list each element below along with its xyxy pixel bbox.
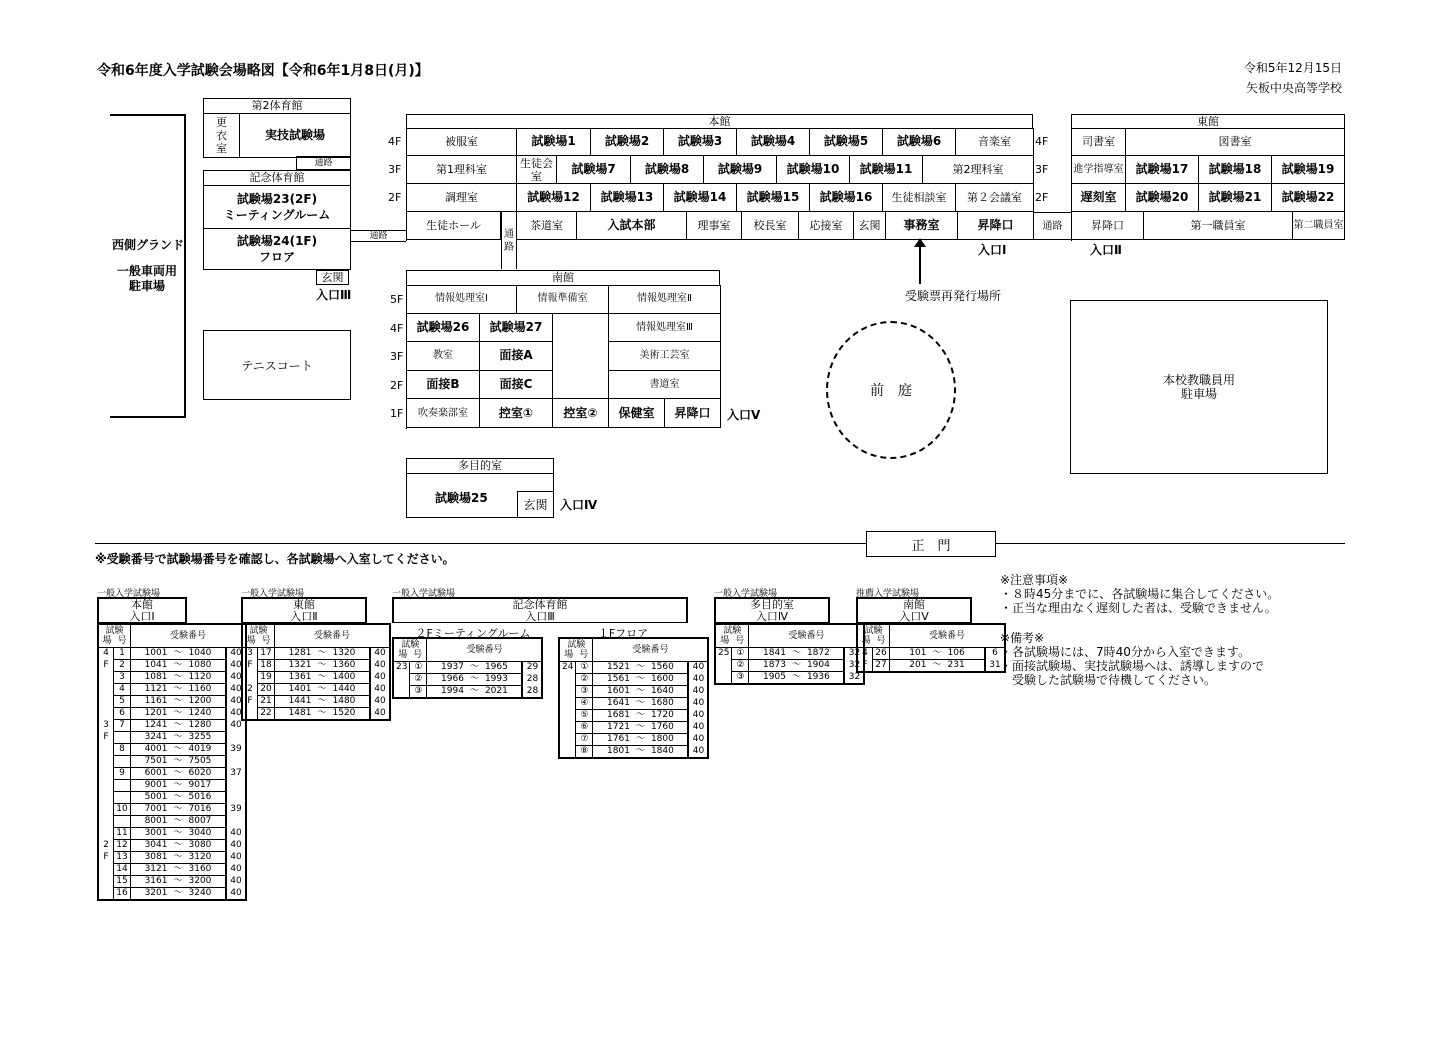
exam-room-26: 試験場26: [407, 314, 480, 343]
table-row: 4 26 101 ～ 106 6: [857, 648, 1005, 660]
minami-floor-4f: 4F: [390, 322, 404, 335]
table-row: 7501 ～ 7505: [98, 756, 246, 768]
reissue-label: 受験票再発行場所: [905, 289, 1002, 303]
honkan-row3-room-4: 試験場9: [704, 156, 777, 184]
parking-label: 一般車両用 駐車場: [116, 264, 177, 293]
honkan-row2-room-6: 生徒相談室: [883, 184, 956, 212]
honkan-row3-room-6: 試験場11: [850, 156, 923, 184]
table-row: ② 1873 ～ 1904 32: [715, 660, 864, 672]
minami-1f-room-1: 控室①: [480, 399, 553, 428]
table-higashi-building: 東館: [293, 598, 315, 611]
higashikan: [1071, 114, 1345, 129]
higashi-floor-3f: 3F: [1035, 163, 1049, 176]
higashi-row4-room-0: 司書室: [1072, 128, 1126, 156]
remarks-3: 受験した試験場で待機してください。: [1000, 673, 1217, 687]
memorial-gym: [203, 170, 351, 270]
gym2-title: 第2体育館: [204, 99, 350, 114]
honkan-floor-4f: 4F: [388, 135, 402, 148]
minami-floor-5f: 5F: [390, 293, 404, 306]
higashi-row3-room-1: 試験場17: [1126, 156, 1199, 184]
table-tamokuteki-building: 多目的室: [750, 598, 794, 611]
table-tamokuteki-entrance: 入口Ⅳ: [755, 610, 789, 623]
honkan-row2-room-4: 試験場15: [737, 184, 810, 212]
table-row: ③ 1905 ～ 1936 32: [715, 672, 864, 685]
honkan-row4-room-4: 試験場4: [737, 128, 810, 156]
honkan-row4-room-2: 試験場2: [591, 128, 664, 156]
minami-5f-room-0: 情報処理室Ⅰ: [407, 285, 517, 314]
honkan-row2-room-0: 調理室: [407, 184, 517, 212]
table-row: 8001 ～ 8007: [98, 816, 246, 828]
gym2-practical-exam: 実技試験場: [264, 128, 325, 142]
table-honkan-entrance: 入口Ⅰ: [129, 610, 155, 623]
table-tamokuteki-category: 一般入学試験場: [714, 589, 778, 599]
table-row: ② 1966 ～ 1993 28: [393, 674, 542, 686]
higashi-row4-room-1: 図書室: [1126, 128, 1345, 156]
higashi-row3-room-0: 進学指導室: [1072, 156, 1126, 184]
table-row: 22 1481 ～ 1520 40: [242, 708, 390, 721]
honkan-row4-room-1: 試験場1: [517, 128, 591, 156]
table-row: ④ 1641 ～ 1680 40: [559, 698, 708, 710]
honkan-row1-room-0: 生徒ホール: [407, 212, 501, 240]
table-row: F 2 1041 ～ 1080 40: [98, 660, 246, 672]
table-minami-body-col-number: 受験番号: [890, 624, 1006, 648]
table-memorial-2f: [392, 637, 543, 699]
table-higashi-header: [241, 597, 367, 623]
honkan-row3-room-1: 生徒会室: [517, 156, 557, 184]
table-row: F 3241 ～ 3255: [98, 732, 246, 744]
table-row: ⑧ 1801 ～ 1840 40: [559, 746, 708, 759]
higashi-row2-room-2: 試験場21: [1199, 184, 1272, 212]
honkan-floor-2f: 2F: [388, 191, 402, 204]
honkan-row4-room-3: 試験場3: [664, 128, 737, 156]
higashi-row2-room-1: 試験場20: [1126, 184, 1199, 212]
gym2: [203, 98, 351, 158]
table-row: 5001 ～ 5016: [98, 792, 246, 804]
honkan-row1-room-5: 応接室: [799, 212, 854, 240]
tamokuteki-title: 多目的室: [407, 459, 553, 474]
higashi-floor-2f: 2F: [1035, 191, 1049, 204]
honkan-row1-room-7: 事務室: [886, 212, 958, 240]
table-row: 3 7 1241 ～ 1280 40: [98, 720, 246, 732]
table-higashi-body-col-room: 試験 場 号: [242, 624, 275, 648]
honkan-row2-room-5: 試験場16: [810, 184, 883, 212]
caution-1: ・８時45分までに、各試験場に集合してください。: [1000, 587, 1280, 601]
minami-4f-info3: 情報処理室Ⅲ: [609, 314, 721, 343]
gym2-passage: [296, 156, 351, 170]
table-higashi-entrance: 入口Ⅱ: [290, 610, 318, 623]
table-row: ⑦ 1761 ～ 1800 40: [559, 734, 708, 746]
memorial-entrance: [316, 270, 349, 285]
honkan-row2-room-7: 第２会議室: [956, 184, 1034, 212]
minami-2f-calligraphy: 書道室: [609, 371, 721, 400]
table-row: F 21 1441 ～ 1480 40: [242, 696, 390, 708]
entrance-3-label: 入口Ⅲ: [316, 288, 352, 302]
divider-line: [95, 543, 1345, 544]
table-higashi-body-col-number: 受験番号: [275, 624, 391, 648]
honkan-passage: 通 路: [501, 212, 517, 269]
west-ground-label: 西側グランド: [112, 238, 185, 252]
memorial-entrance-label: 玄関: [321, 271, 344, 284]
table-row: ② 1561 ～ 1600 40: [559, 674, 708, 686]
higashi-row3-room-3: 試験場19: [1272, 156, 1345, 184]
caution-heading: ※注意事項※: [1000, 573, 1069, 587]
page-title: 令和6年度入学試験会場略図【令和6年1月8日(月)】: [97, 63, 429, 79]
issue-date: 令和5年12月15日: [1243, 61, 1342, 75]
table-row: 15 3161 ～ 3200 40: [98, 876, 246, 888]
arrow-head-icon: [914, 238, 926, 247]
higashi-row3-room-2: 試験場18: [1199, 156, 1272, 184]
minami-1f-room-0: 吹奏楽部室: [407, 399, 480, 428]
table-memorial-2f-col-number: 受験番号: [427, 638, 543, 662]
table-memorial-1f-col-number: 受験番号: [593, 638, 709, 662]
higashi-row1-room-2: 第一職員室: [1144, 212, 1293, 240]
entrance-2-label: 入口Ⅱ: [1090, 243, 1122, 257]
honkan-floor-3f: 3F: [388, 163, 402, 176]
table-row: 5 1161 ～ 1200 40: [98, 696, 246, 708]
higashikan-title: 東館: [1197, 115, 1219, 128]
minami-1f-room-2: 控室②: [553, 399, 609, 428]
minami-grid: [406, 285, 721, 429]
minami-3f-classroom: 教室: [407, 342, 480, 371]
front-garden: [826, 321, 956, 459]
honkan-title: 本館: [708, 115, 731, 128]
honkan-row4-room-6: 試験場6: [883, 128, 956, 156]
honkan-row1-room-1: 茶道室: [517, 212, 577, 240]
instruction-text: ※受験番号で試験場番号を確認し、各試験場へ入室してください。: [95, 552, 455, 566]
entrance-5-label: 入口Ⅴ: [727, 408, 761, 422]
honkan-row3-room-5: 試験場10: [777, 156, 850, 184]
honkan-row4-room-7: 音楽室: [956, 128, 1034, 156]
table-memorial-2f-col-room: 試験 場 号: [393, 638, 427, 662]
table-memorial-sub1: ２Fミーティングルーム: [415, 627, 531, 640]
honkan-row3-room-0: 第1理科室: [407, 156, 517, 184]
remarks-2: ・面接試験場、実技試験場へは、誘導しますので: [1000, 659, 1265, 673]
tennis-court-label: テニスコート: [241, 358, 313, 373]
table-row: 10 7001 ～ 7016 39: [98, 804, 246, 816]
gym2-dressing-room: 更 衣 室: [204, 114, 240, 157]
higashi-row1-room-1: 昇降口: [1072, 212, 1144, 240]
minami-5f-room-2: 情報処理室Ⅱ: [609, 285, 721, 314]
tamokuteki-room: [406, 458, 554, 518]
interview-c: 面接C: [480, 371, 553, 400]
table-row: 4 1121 ～ 1160 40: [98, 684, 246, 696]
exam-room-27: 試験場27: [480, 314, 553, 343]
entrance-4-label: 入口Ⅳ: [560, 498, 598, 512]
main-gate: [866, 531, 996, 557]
honkan-row3-room-7: 第2理科室: [923, 156, 1034, 184]
table-honkan-body: [97, 623, 247, 901]
table-tamokuteki-body: [714, 623, 865, 685]
table-row: 11 3001 ～ 3040 40: [98, 828, 246, 840]
school-name: 矢板中央高等学校: [1245, 81, 1342, 95]
table-memorial-entrance: 入口Ⅲ: [525, 610, 555, 623]
honkan-row1-room-6: 玄関: [854, 212, 886, 240]
minami-1f-room-3: 保健室: [609, 399, 665, 428]
table-minami-building: 南館: [903, 598, 925, 611]
table-row: ⑥ 1721 ～ 1760 40: [559, 722, 708, 734]
interview-b: 面接B: [407, 371, 480, 400]
higashi-passage: 通路: [1034, 212, 1072, 240]
table-row: 23 ① 1937 ～ 1965 29: [393, 662, 542, 674]
table-row: 24 ① 1521 ～ 1560 40: [559, 662, 708, 674]
table-row: 6 1201 ～ 1240 40: [98, 708, 246, 720]
table-row: ③ 1994 ～ 2021 28: [393, 686, 542, 699]
remarks-heading: ※備考※: [1000, 631, 1045, 645]
minami-3f-art: 美術工芸室: [609, 342, 721, 371]
staff-parking-label: 本校教職員用 駐車場: [1162, 373, 1235, 401]
honkan-row4-room-5: 試験場5: [810, 128, 883, 156]
honkan-row3-room-3: 試験場8: [631, 156, 704, 184]
memorial-gym-title: 記念体育館: [204, 171, 350, 186]
honkan-row1-room-4: 校長室: [742, 212, 799, 240]
table-minami-body: [856, 623, 1006, 673]
main-gate-label: 正 門: [911, 538, 951, 554]
honkan-row2-room-3: 試験場14: [664, 184, 737, 212]
higashi-row1-room-3: 第二職員室: [1293, 212, 1345, 240]
table-honkan-building: 本館: [131, 598, 153, 611]
minami-blank-column: [553, 314, 609, 400]
table-row: 4 1 1001 ～ 1040 40: [98, 648, 246, 660]
table-higashi-body: [241, 623, 391, 721]
higashi-row2-room-0: 遅刻室: [1072, 184, 1126, 212]
honkan-row1-room-8: 昇降口: [958, 212, 1034, 240]
notes: [1000, 573, 1279, 687]
table-row: 3 1081 ～ 1120 40: [98, 672, 246, 684]
honkan-row3-room-2: 試験場7: [557, 156, 631, 184]
table-row: ③ 1601 ～ 1640 40: [559, 686, 708, 698]
staff-parking: [1070, 300, 1328, 474]
table-memorial-1f: [558, 637, 709, 759]
table-row: F 27 201 ～ 231 31: [857, 660, 1005, 673]
table-row: 2 20 1401 ～ 1440 40: [242, 684, 390, 696]
table-row: 9001 ～ 9017: [98, 780, 246, 792]
header-date-school: [1200, 58, 1342, 98]
honkan-row1-room-2: 入試本部: [577, 212, 687, 240]
table-row: 14 3121 ～ 3160 40: [98, 864, 246, 876]
tennis-court: [203, 330, 351, 400]
higashi-floor-4f: 4F: [1035, 135, 1049, 148]
tamokuteki-entrance-label: 玄関: [523, 498, 548, 512]
honkan-row1-room-3: 理事室: [687, 212, 742, 240]
table-row: F 13 3081 ～ 3120 40: [98, 852, 246, 864]
minami-floor-3f: 3F: [390, 350, 404, 363]
honkan: [406, 114, 1033, 129]
entrance-1-label: 入口Ⅰ: [978, 243, 1007, 257]
table-honkan-category: 一般入学試験場: [97, 589, 161, 599]
table-row: 9 6001 ～ 6020 37: [98, 768, 246, 780]
gym2-passage-label: 通路: [314, 158, 333, 168]
table-memorial-header: [392, 597, 688, 623]
table-tamokuteki-body-col-number: 受験番号: [749, 624, 865, 648]
table-row: ⑤ 1681 ～ 1720 40: [559, 710, 708, 722]
table-minami-body-col-room: 試験 場 号: [857, 624, 890, 648]
minamikan: [406, 270, 720, 286]
remarks-1: ・各試験場には、7時40分から入室できます。: [1000, 645, 1250, 659]
minami-floor-2f: 2F: [390, 379, 404, 392]
table-honkan-body-col-number: 受験番号: [131, 624, 247, 648]
table-tamokuteki-body-col-room: 試験 場 号: [715, 624, 749, 648]
table-row: 8 4001 ～ 4019 39: [98, 744, 246, 756]
table-honkan-body-col-room: 試験 場 号: [98, 624, 131, 648]
exam-room-23: 試験場23(2F) ミーティングルーム: [204, 186, 350, 229]
honkan-row4-room-0: 被服室: [407, 128, 517, 156]
table-row: 25 ① 1841 ～ 1872 32: [715, 648, 864, 660]
table-row: 16 3201 ～ 3240 40: [98, 888, 246, 901]
minami-5f-room-1: 情報準備室: [517, 285, 609, 314]
honkan-row2-room-2: 試験場13: [591, 184, 664, 212]
higashi-row2-room-3: 試験場22: [1272, 184, 1345, 212]
table-memorial-1f-col-room: 試験 場 号: [559, 638, 593, 662]
exam-room-24: 試験場24(1F) フロア: [236, 234, 318, 264]
table-minami-header: [856, 597, 972, 623]
table-memorial-sub2: １Fフロア: [597, 627, 649, 640]
table-memorial-building: 記念体育館: [512, 598, 568, 611]
table-row: F 18 1321 ～ 1360 40: [242, 660, 390, 672]
minamikan-title: 南館: [552, 271, 574, 284]
table-minami-entrance: 入口Ⅴ: [899, 610, 929, 623]
exam-room-25: 試験場25: [435, 491, 488, 505]
minami-1f-room-4: 昇降口: [665, 399, 721, 428]
front-garden-label: 前 庭: [870, 383, 912, 399]
memorial-passage-label: 通路: [369, 231, 388, 241]
table-row: 19 1361 ～ 1400 40: [242, 672, 390, 684]
table-honkan-header: [97, 597, 187, 623]
minami-floor-1f: 1F: [390, 407, 404, 420]
table-minami-category: 推薦入学試験場: [856, 589, 920, 599]
table-row: 3 17 1281 ～ 1320 40: [242, 648, 390, 660]
table-memorial-category: 一般入学試験場: [392, 589, 456, 599]
tamokuteki-entrance: [517, 491, 553, 517]
memorial-passage: [351, 230, 406, 242]
interview-a: 面接A: [480, 342, 553, 371]
honkan-row2-room-1: 試験場12: [517, 184, 591, 212]
table-tamokuteki-header: [714, 597, 830, 623]
table-higashi-category: 一般入学試験場: [241, 589, 305, 599]
caution-2: ・正当な理由なく遅刻した者は、受験できません。: [1000, 601, 1277, 615]
table-row: 2 12 3041 ～ 3080 40: [98, 840, 246, 852]
